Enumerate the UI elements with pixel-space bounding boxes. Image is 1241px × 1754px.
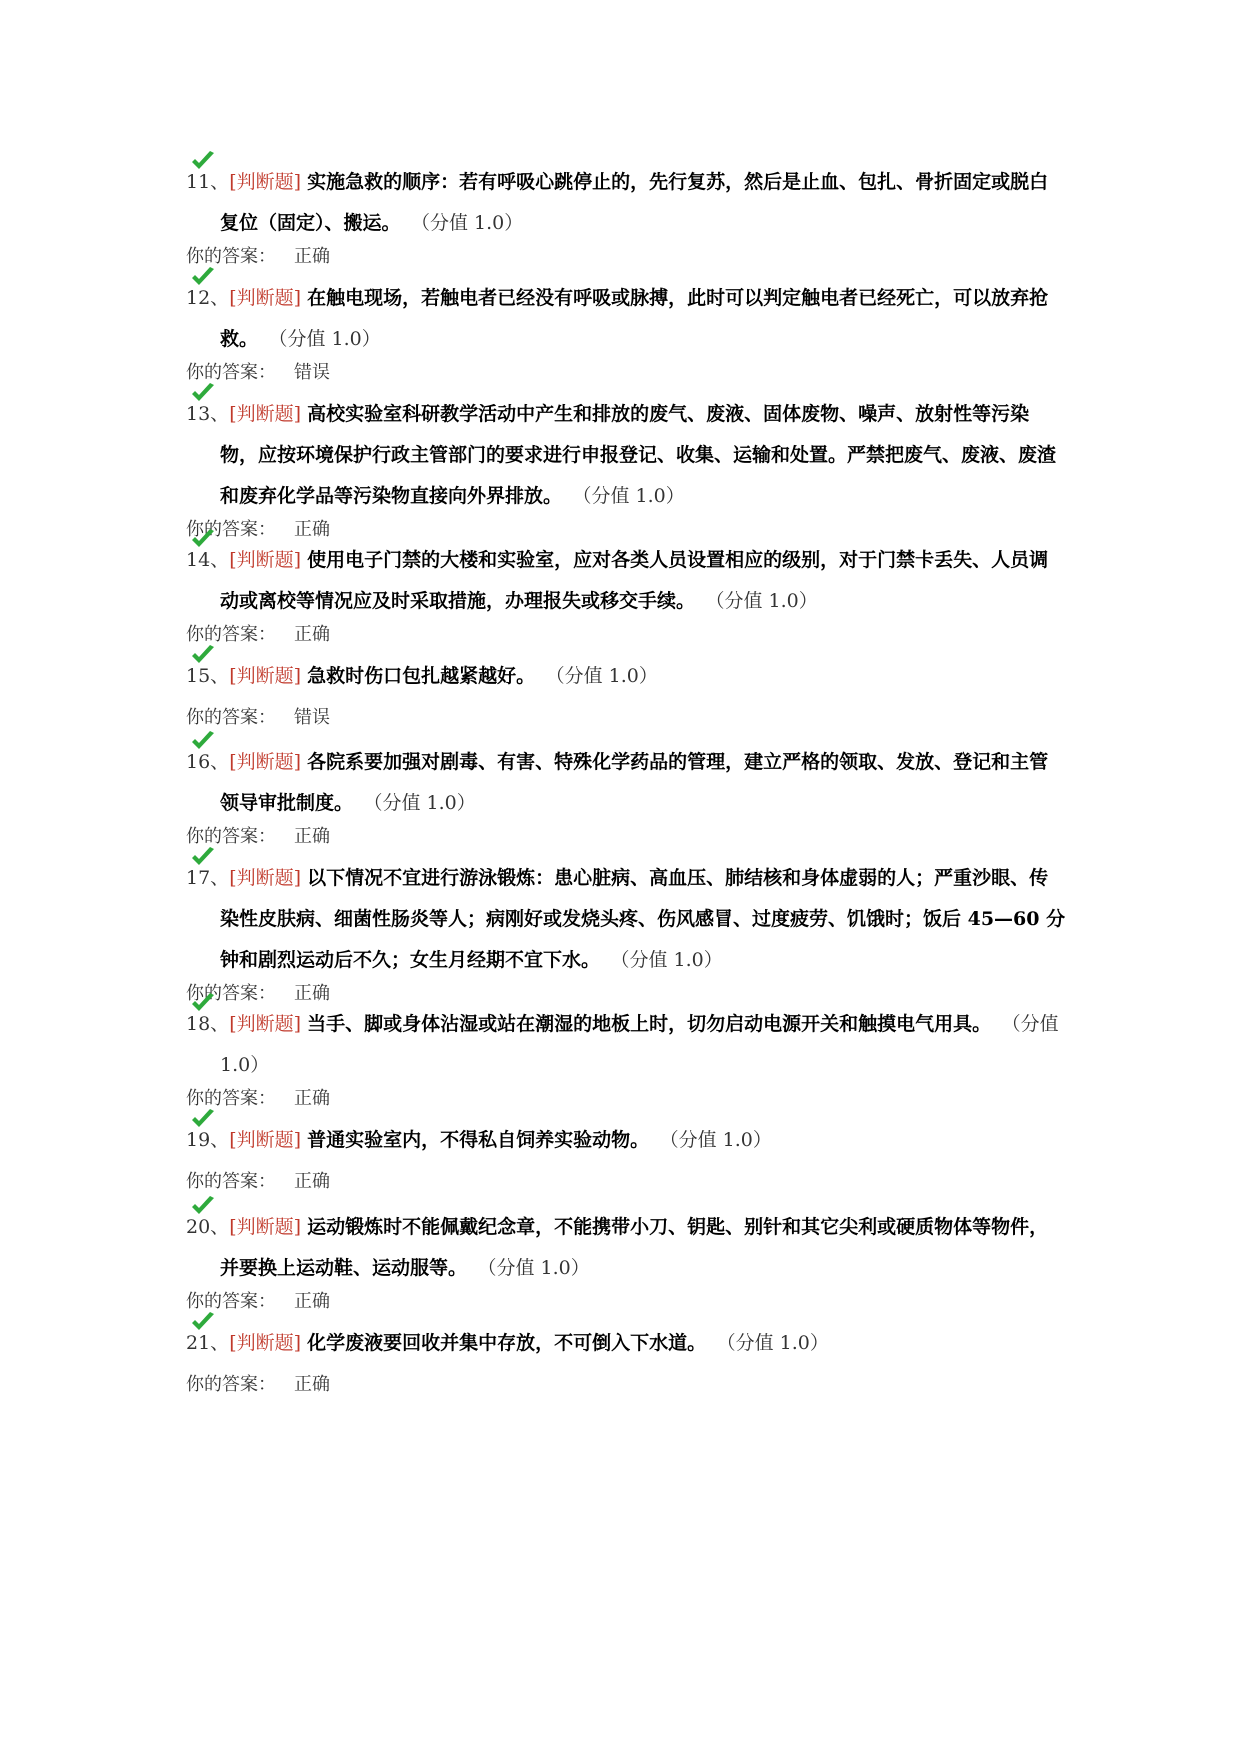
answer-label: 你的答案：	[186, 983, 276, 1004]
answer-label: 你的答案：	[186, 624, 276, 645]
question-number: 12、	[186, 287, 230, 309]
check-icon	[190, 1311, 216, 1333]
answer-label: 你的答案：	[186, 519, 276, 540]
question-score: （分值 1.0）	[582, 485, 685, 507]
question-21	[186, 1323, 1066, 1398]
question-text	[186, 1004, 1066, 1086]
question-11	[186, 162, 1066, 270]
question-type: [判断题]	[229, 287, 302, 309]
question-text	[186, 162, 1066, 244]
question-type: [判断题]	[229, 1216, 302, 1238]
question-20	[186, 1207, 1066, 1315]
question-type: [判断题]	[229, 665, 302, 687]
question-15	[186, 656, 1066, 731]
question-number: 11、	[186, 171, 230, 193]
question-type: [判断题]	[229, 549, 302, 571]
answer-value: 正确	[294, 1088, 330, 1109]
answer-value: 正确	[294, 826, 330, 847]
answer-value: 正确	[294, 1291, 330, 1312]
answer-row	[186, 1372, 1066, 1398]
question-type: [判断题]	[229, 403, 302, 425]
question-17	[186, 858, 1066, 1007]
question-13	[186, 394, 1066, 543]
answer-value: 正确	[294, 983, 330, 1004]
answer-row	[186, 244, 1066, 270]
question-score: （分值 1.0）	[669, 1129, 772, 1151]
question-type: [判断题]	[229, 1013, 302, 1035]
question-type: [判断题]	[229, 1129, 302, 1151]
question-body: 普通实验室内，不得私自饲养实验动物。	[307, 1129, 650, 1151]
answer-label: 你的答案：	[186, 1171, 276, 1192]
question-score: （分值 1.0）	[487, 1257, 590, 1279]
check-icon	[190, 992, 216, 1014]
question-number: 14、	[186, 549, 230, 571]
question-type: [判断题]	[229, 867, 302, 889]
check-icon	[190, 1195, 216, 1217]
question-body: 使用电子门禁的大楼和实验室，应对各类人员设置相应的级别，对于门禁卡丢失、人员调动或离校等情况应及时采取措施，办理报失或移交手续。	[220, 549, 1049, 612]
question-text	[186, 858, 1066, 981]
question-score: （分值 1.0）	[278, 328, 381, 350]
question-number: 16、	[186, 751, 230, 773]
question-score: （分值 1.0）	[715, 590, 818, 612]
answer-row	[186, 360, 1066, 386]
question-number: 19、	[186, 1129, 230, 1151]
question-number: 18、	[186, 1013, 230, 1035]
answer-label: 你的答案：	[186, 707, 276, 728]
question-text	[186, 394, 1066, 517]
question-18	[186, 1004, 1066, 1112]
question-16	[186, 742, 1066, 850]
answer-row	[186, 1086, 1066, 1112]
question-text	[186, 1207, 1066, 1289]
answer-label: 你的答案：	[186, 362, 276, 383]
question-body: 化学废液要回收并集中存放，不可倒入下水道。	[307, 1332, 707, 1354]
answer-value: 错误	[294, 707, 330, 728]
answer-value: 正确	[294, 624, 330, 645]
answer-label: 你的答案：	[186, 1291, 276, 1312]
answer-row	[186, 1289, 1066, 1315]
question-score: （分值 1.0）	[373, 792, 476, 814]
question-body: 各院系要加强对剧毒、有害、特殊化学药品的管理，建立严格的领取、发放、登记和主管领导审批制度。	[220, 751, 1049, 814]
question-number: 17、	[186, 867, 230, 889]
answer-value: 正确	[294, 1171, 330, 1192]
answer-value: 错误	[294, 362, 330, 383]
question-number: 15、	[186, 665, 230, 687]
check-icon	[190, 382, 216, 404]
answer-label: 你的答案：	[186, 1088, 276, 1109]
check-icon	[190, 1108, 216, 1130]
answer-row	[186, 622, 1066, 648]
check-icon	[190, 846, 216, 868]
question-14	[186, 540, 1066, 648]
question-19	[186, 1120, 1066, 1195]
answer-label: 你的答案：	[186, 246, 276, 267]
answer-value: 正确	[294, 246, 330, 267]
question-score: （分值 1.0）	[620, 949, 723, 971]
question-score: （分值 1.0）	[420, 212, 524, 234]
question-text	[186, 540, 1066, 622]
question-score: （分值 1.0）	[220, 1013, 1059, 1076]
answer-label: 你的答案：	[186, 1374, 276, 1395]
question-body: 运动锻炼时不能佩戴纪念章，不能携带小刀、钥匙、别针和其它尖利或硬质物体等物件，并要换上运动鞋、运动服等。	[220, 1216, 1049, 1279]
question-body: 当手、脚或身体沾湿或站在潮湿的地板上时，切勿启动电源开关和触摸电气用具。	[307, 1013, 992, 1035]
question-text	[186, 656, 1066, 697]
question-number: 21、	[186, 1332, 230, 1354]
question-number: 20、	[186, 1216, 230, 1238]
question-type: [判断题]	[229, 751, 302, 773]
check-icon	[190, 150, 216, 172]
question-body: 在触电现场，若触电者已经没有呼吸或脉搏，此时可以判定触电者已经死亡，可以放弃抢救。	[220, 287, 1049, 350]
check-icon	[190, 528, 216, 550]
question-body: 实施急救的顺序：若有呼吸心跳停止的，先行复苏，然后是止血、包扎、骨折固定或脱白复位（固定）、搬运。	[220, 171, 1049, 234]
answer-label: 你的答案：	[186, 826, 276, 847]
question-score: （分值 1.0）	[555, 665, 658, 687]
question-text	[186, 1323, 1066, 1364]
question-text	[186, 1120, 1066, 1161]
question-text	[186, 742, 1066, 824]
check-icon	[190, 644, 216, 666]
question-type: [判断题]	[229, 171, 302, 193]
question-type: [判断题]	[229, 1332, 302, 1354]
answer-row	[186, 824, 1066, 850]
question-body: 高校实验室科研教学活动中产生和排放的废气、废液、固体废物、噪声、放射性等污染物，应按环境保护行政主管部门的要求进行申报登记、收集、运输和处置。严禁把废气、废液、废渣和废弃化学品等污染物直接向外界排放。	[220, 403, 1057, 507]
check-icon	[190, 266, 216, 288]
question-score: （分值 1.0）	[726, 1332, 829, 1354]
question-body: 急救时伤口包扎越紧越好。	[307, 665, 536, 687]
check-icon	[190, 730, 216, 752]
question-text	[186, 278, 1066, 360]
answer-row	[186, 705, 1066, 731]
question-body: 以下情况不宜进行游泳锻炼：患心脏病、高血压、肺结核和身体虚弱的人；严重沙眼、传染性皮肤病、细菌性肠炎等人；病刚好或发烧头疼、伤风感冒、过度疲劳、饥饿时；饭后 45—60 分钟和剧烈运动后不久；女生月经期不宜下水。	[220, 867, 1066, 971]
answer-value: 正确	[294, 1374, 330, 1395]
question-12	[186, 278, 1066, 386]
answer-row	[186, 1169, 1066, 1195]
answer-value: 正确	[294, 519, 330, 540]
question-number: 13、	[186, 403, 230, 425]
